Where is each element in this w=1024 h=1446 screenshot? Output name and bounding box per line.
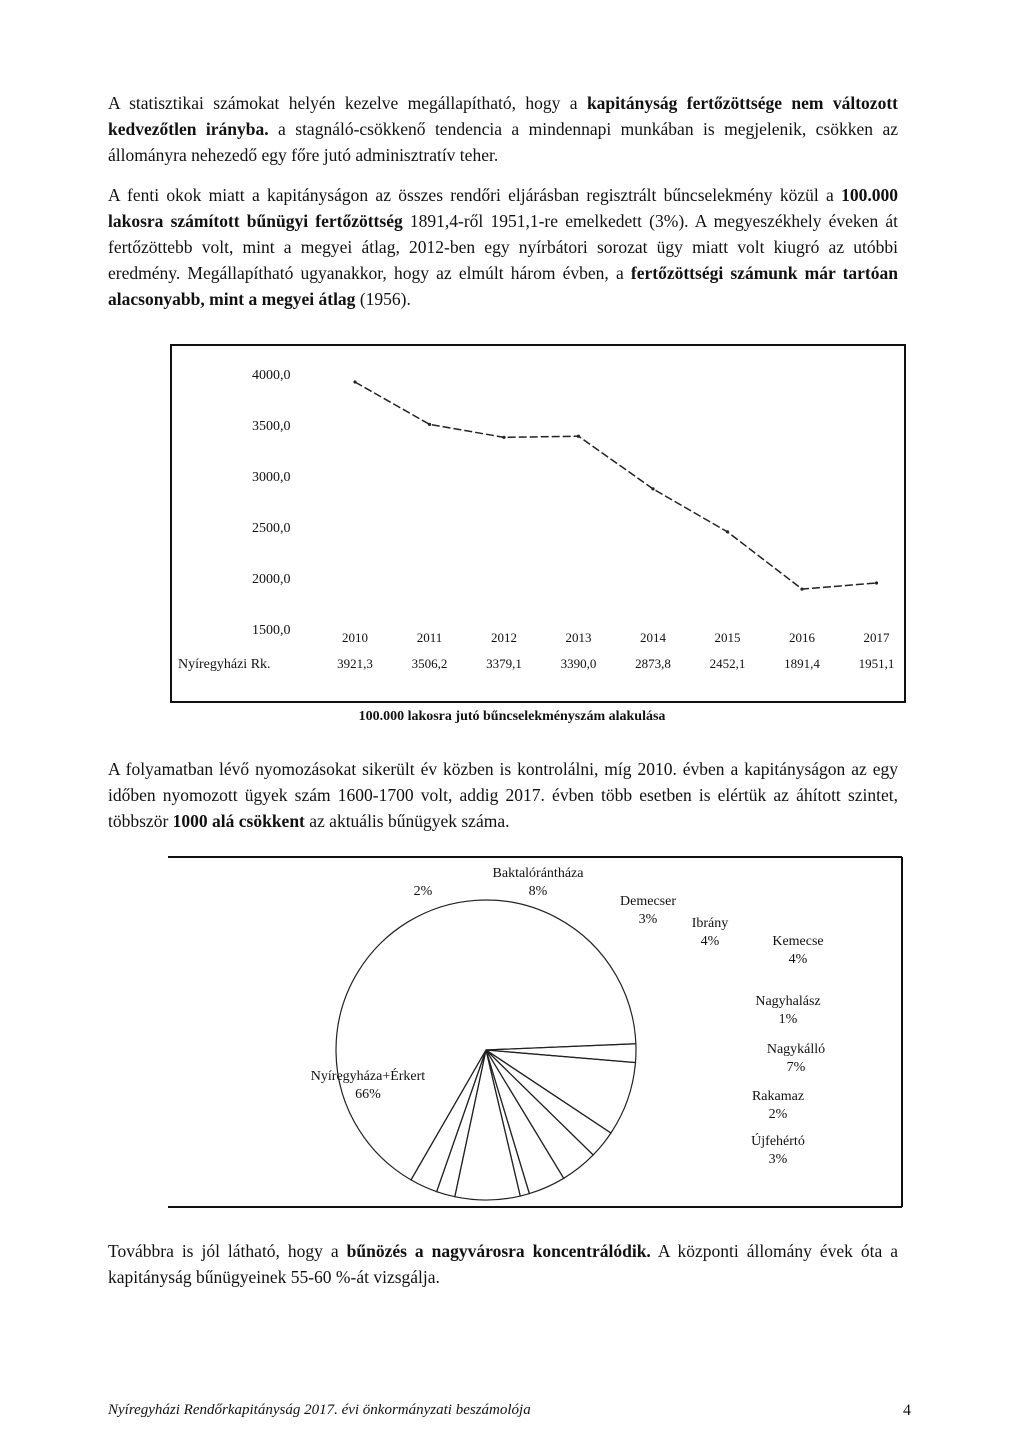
y-tick-label: 3500,0	[252, 419, 291, 434]
pie-slices	[336, 900, 636, 1200]
pie-label-name: Nagykálló	[766, 1042, 826, 1057]
paragraph-4	[108, 1238, 898, 1290]
pie-label-pct: 3%	[768, 1152, 788, 1167]
pie-label-pct: 2%	[768, 1107, 788, 1122]
p3-bold-1: 1000 alá csökkent	[172, 811, 305, 831]
pie-label-name: Nagyhalász	[755, 994, 821, 1009]
y-axis-ticks	[252, 368, 291, 638]
pie-label-name: Nyíregyháza+Érkert	[310, 1069, 426, 1084]
data-point	[800, 587, 803, 590]
data-point	[428, 423, 431, 426]
p4-text-c: A központi állomány évek óta a kapitányság bűnügyeinek 55-60 %-át vizsgálja.	[108, 1241, 898, 1287]
pie-label-pct: 8%	[528, 884, 548, 899]
pie-label-pct: 66%	[355, 1087, 381, 1102]
table-value: 3921,3	[337, 656, 373, 671]
data-table-row	[337, 656, 894, 671]
x-tick-label: 2014	[640, 630, 666, 645]
pie-label-name: Rakamaz	[751, 1089, 805, 1104]
table-value: 3390,0	[560, 656, 597, 671]
line-chart-caption: 100.000 lakosra jutó bűncselekményszám alakulása	[358, 709, 666, 724]
p1-text-c: a stagnáló-csökkenő tendencia a mindennapi munkában is megjelenik, csökken az állományra nehezedő egy főre jutó adminisztratív teher.	[108, 119, 899, 165]
pie-slice	[486, 1050, 611, 1155]
pie-label-name: Demecser	[620, 894, 676, 909]
pie-label-pct: 4%	[788, 952, 808, 967]
table-value: 1951,1	[858, 656, 895, 671]
paragraph-1	[108, 90, 898, 168]
x-tick-label: 2011	[416, 630, 443, 645]
paragraph-3	[108, 756, 898, 834]
p2-bold-2: fertőzöttségi számunk már tartóan alacsonyabb, mint a megyei átlag	[108, 263, 898, 309]
y-tick-label: 3000,0	[252, 470, 291, 485]
y-tick-label: 1500,0	[252, 623, 291, 638]
table-value: 1891,4	[784, 656, 820, 671]
pie-slice	[486, 1044, 636, 1063]
page-footer: Nyíregyházi Rendőrkapitányság 2017. évi önkormányzati beszámolója	[108, 1402, 531, 1418]
x-tick-label: 2015	[714, 630, 741, 645]
x-tick-label: 2010	[342, 630, 368, 645]
p2-text-c: 1891,4-ről 1951,1-re emelkedett (3%). A megyeszékhely éveken át fertőzöttebb volt, mint a megyei átlag, 2012-ben egy nyírbátori sorozat ügy miatt volt kiugró az utóbbi eredmény. Megállapítható ugyanakkor, hogy az elmúlt három évben, a	[108, 211, 899, 283]
table-value: 3379,1	[486, 656, 522, 671]
data-point	[577, 435, 580, 438]
table-value: 2873,8	[635, 656, 671, 671]
pie-slice	[486, 1050, 593, 1178]
series-name-label: Nyíregyházi Rk.	[178, 657, 271, 672]
p2-bold-1: 100.000 lakosra számított bűnügyi fertőzöttség	[108, 185, 898, 231]
pie-label-pct: 1%	[778, 1012, 798, 1027]
x-tick-label: 2016	[789, 630, 815, 645]
pie-slice	[455, 1050, 520, 1200]
pie-label-name: Kemecse	[772, 934, 824, 949]
data-point	[502, 436, 505, 439]
y-tick-label: 2000,0	[252, 572, 291, 587]
p1-bold-1: kapitányság fertőzöttsége nem változott kedvezőtlen irányba.	[108, 93, 898, 139]
pie-label-pct: 2%	[413, 884, 433, 899]
pie-labels	[311, 866, 825, 1167]
x-axis-labels	[342, 630, 890, 645]
pie-label-pct: 7%	[786, 1060, 806, 1075]
table-value: 3506,2	[411, 656, 448, 671]
data-point	[726, 530, 729, 533]
pie-chart-svg	[168, 855, 904, 1211]
crime-rate-line-chart	[170, 344, 906, 708]
data-point	[875, 581, 878, 584]
page-number: 4	[903, 1402, 911, 1419]
p3-text-a: A folyamatban lévő nyomozásokat sikerült év közben is kontrolálni, míg 2010. évben a kapitányságon az egy időben nyomozott ügyek szám 1600-1700 volt, addig 2017. évben több esetben is elértük az áhított szintet, többször	[108, 759, 898, 831]
x-tick-label: 2012	[491, 630, 517, 645]
x-tick-label: 2013	[565, 630, 592, 645]
pie-label-name: Ibrány	[691, 916, 729, 931]
p2-text-a: A fenti okok miatt a kapitányságon az összes rendőri eljárásban regisztrált bűncselekmény közül a	[108, 185, 842, 205]
pie-slice	[336, 900, 636, 1180]
pie-label-pct: 3%	[638, 912, 658, 927]
data-point	[353, 380, 356, 383]
p2-text-d: (1956).	[355, 289, 411, 309]
line-chart-svg	[170, 344, 906, 708]
p3-text-c: az aktuális bűnügyek száma.	[304, 811, 510, 831]
p4-bold-1: bűnözés a nagyvárosra koncentrálódik.	[346, 1241, 651, 1261]
y-tick-label: 4000,0	[252, 368, 291, 383]
pie-slice	[486, 1050, 564, 1194]
table-value: 2452,1	[709, 656, 746, 671]
paragraph-2	[108, 182, 898, 312]
pie-label-name: Újfehértó	[751, 1134, 805, 1149]
p1-text-a: A statisztikai számokat helyén kezelve megállapítható, hogy a	[108, 93, 587, 113]
series-line	[353, 380, 878, 590]
series-line-path	[355, 382, 877, 589]
x-tick-label: 2017	[863, 630, 890, 645]
district-share-pie-chart	[168, 855, 904, 1211]
pie-label-name: Baktalórántháza	[492, 866, 584, 881]
y-tick-label: 2500,0	[252, 521, 291, 536]
p4-text-a: Továbbra is jól látható, hogy a	[108, 1241, 347, 1261]
data-point	[651, 487, 654, 490]
pie-label-pct: 4%	[700, 934, 720, 949]
pie-slice	[486, 1050, 635, 1133]
